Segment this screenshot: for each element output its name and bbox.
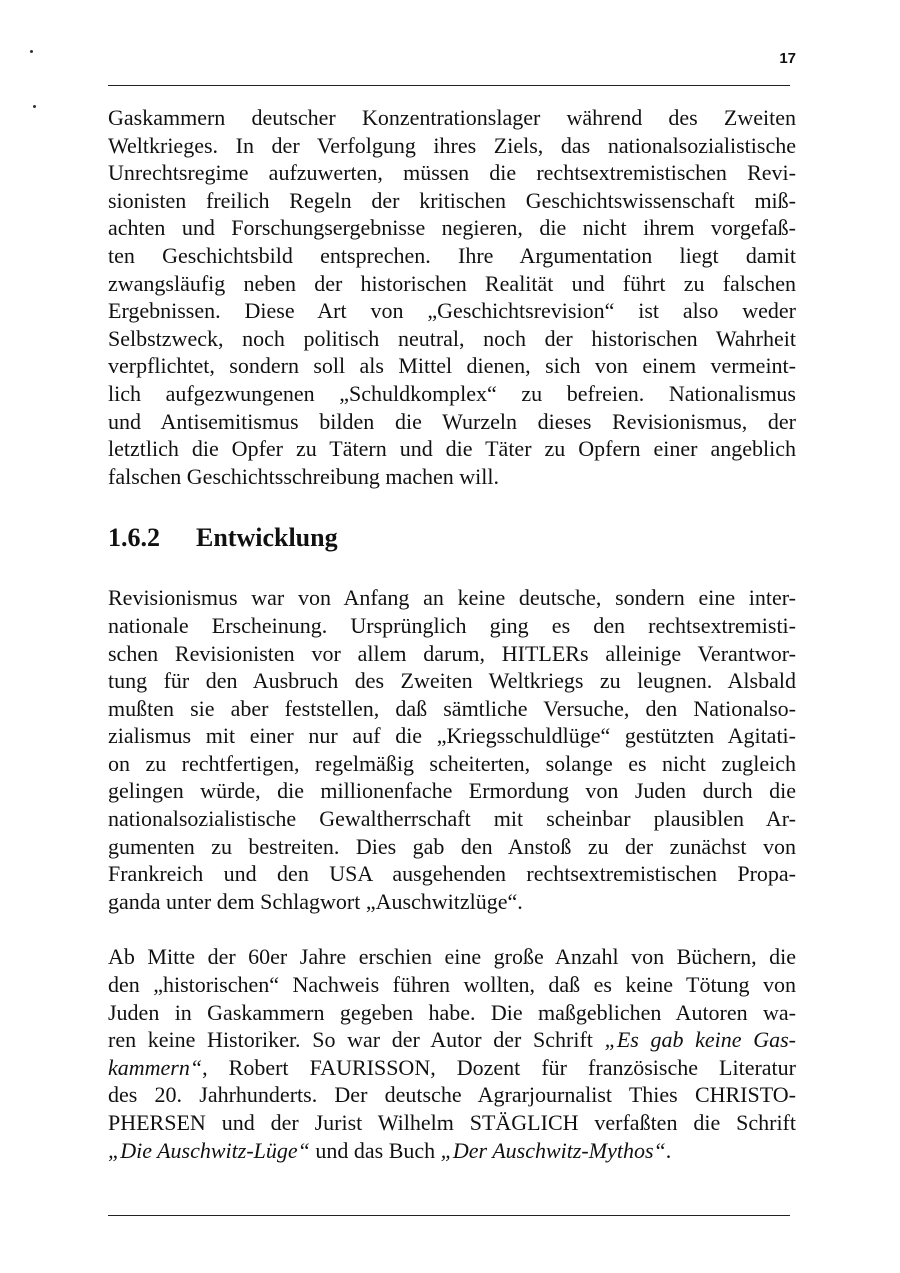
book-title-italic: kammern“ — [108, 1054, 203, 1080]
text-line: Ab Mitte der 60er Jahre erschien eine große Anzahl von Büchern, die — [108, 944, 796, 970]
text-line: tung für den Ausbruch des Zweiten Weltkriegs zu leugnen. Alsbald — [108, 668, 796, 694]
text-line: Frankreich und den USA ausgehenden rechtsextremistischen Propa- — [108, 861, 796, 887]
footer-rule — [108, 1215, 790, 1216]
section-title: Entwicklung — [196, 523, 338, 553]
text-line: kammern“, Robert FAURISSON, Dozent für französische Literatur — [108, 1054, 796, 1080]
text-line: gumenten zu bestreiten. Dies gab den Anstoß zu der zunächst von — [108, 833, 796, 859]
text-line: und Antisemitismus bilden die Wurzeln dieses Revisionismus, der — [108, 408, 796, 434]
text-line: verpflichtet, sondern soll als Mittel dienen, sich von einem vermeint- — [108, 353, 796, 379]
text-line: Juden in Gaskammern gegeben habe. Die maßgeblichen Autoren wa- — [108, 999, 796, 1025]
text-line: schen Revisionisten vor allem darum, HITLERs alleinige Verantwor- — [108, 640, 796, 666]
text-line: Selbstzweck, noch politisch neutral, noch der historischen Wahrheit — [108, 325, 796, 351]
text-line: des 20. Jahrhunderts. Der deutsche Agrarjournalist Thies CHRISTO- — [108, 1082, 796, 1108]
text-line: Revisionismus war von Anfang an keine deutsche, sondern eine inter- — [108, 585, 796, 611]
text-line: falschen Geschichtsschreibung machen will. — [108, 463, 499, 489]
scan-speck — [30, 50, 33, 53]
text-line: lich aufgezwungenen „Schuldkomplex“ zu befreien. Nationalismus — [108, 380, 796, 406]
paragraph-2 — [108, 584, 796, 915]
page-body — [108, 104, 796, 1164]
scan-speck — [33, 105, 36, 108]
book-title-italic: „Der Auschwitz-Mythos“ — [440, 1137, 666, 1163]
text-line: achten und Forschungsergebnisse negieren, die nicht ihrem vorgefaß- — [108, 215, 796, 241]
text-line: letztlich die Opfer zu Tätern und die Täter zu Opfern einer angeblich — [108, 436, 796, 462]
page-number: 17 — [779, 50, 796, 67]
paragraph-gap — [108, 915, 796, 943]
text-line: Weltkrieges. In der Verfolgung ihres Ziels, das nationalsozialistische — [108, 132, 796, 158]
text-line: „Die Auschwitz-Lüge“ und das Buch „Der Auschwitz-Mythos“. — [108, 1137, 672, 1163]
text-line: nationalsozialistische Gewaltherrschaft mit scheinbar plausiblen Ar- — [108, 806, 796, 832]
text-line: nationale Erscheinung. Ursprünglich ging es den rechtsextremisti- — [108, 612, 796, 638]
text-line: Ergebnissen. Diese Art von „Geschichtsrevision“ ist also weder — [108, 298, 796, 324]
text-line: Gaskammern deutscher Konzentrationslager während des Zweiten — [108, 105, 796, 130]
section-heading — [108, 520, 796, 556]
text-line: den „historischen“ Nachweis führen wollten, daß es keine Tötung von — [108, 972, 796, 998]
section-number: 1.6.2 — [108, 523, 160, 553]
book-title-italic: „Es gab keine Gas- — [604, 1027, 796, 1053]
text-line: zwangsläufig neben der historischen Realität und führt zu falschen — [108, 270, 796, 296]
text-line: gelingen würde, die millionenfache Ermordung von Juden durch die — [108, 778, 796, 804]
text-line: zialismus mit einer nur auf die „Kriegsschuldlüge“ gestützten Agitati- — [108, 723, 796, 749]
text-line: ten Geschichtsbild entsprechen. Ihre Argumentation liegt damit — [108, 242, 796, 268]
text-line: mußten sie aber feststellen, daß sämtliche Versuche, den Nationalso- — [108, 695, 796, 721]
paragraph-3 — [108, 943, 796, 1164]
text-line: sionisten freilich Regeln der kritischen Geschichtswissenschaft miß- — [108, 187, 796, 213]
book-title-italic: „Die Auschwitz-Lüge“ — [108, 1137, 310, 1163]
text-line: on zu rechtfertigen, regelmäßig scheiterten, solange es nicht zugleich — [108, 750, 796, 776]
text-line: ganda unter dem Schlagwort „Auschwitzlüge“. — [108, 888, 523, 914]
text-line: PHERSEN und der Jurist Wilhelm STÄGLICH verfaßten die Schrift — [108, 1110, 796, 1135]
text-line: ren keine Historiker. So war der Autor der Schrift „Es gab keine Gas- — [108, 1027, 796, 1053]
text-line: Unrechtsregime aufzuwerten, müssen die rechtsextremistischen Revi- — [108, 160, 796, 186]
paragraph-1 — [108, 104, 796, 490]
header-rule — [108, 85, 790, 86]
